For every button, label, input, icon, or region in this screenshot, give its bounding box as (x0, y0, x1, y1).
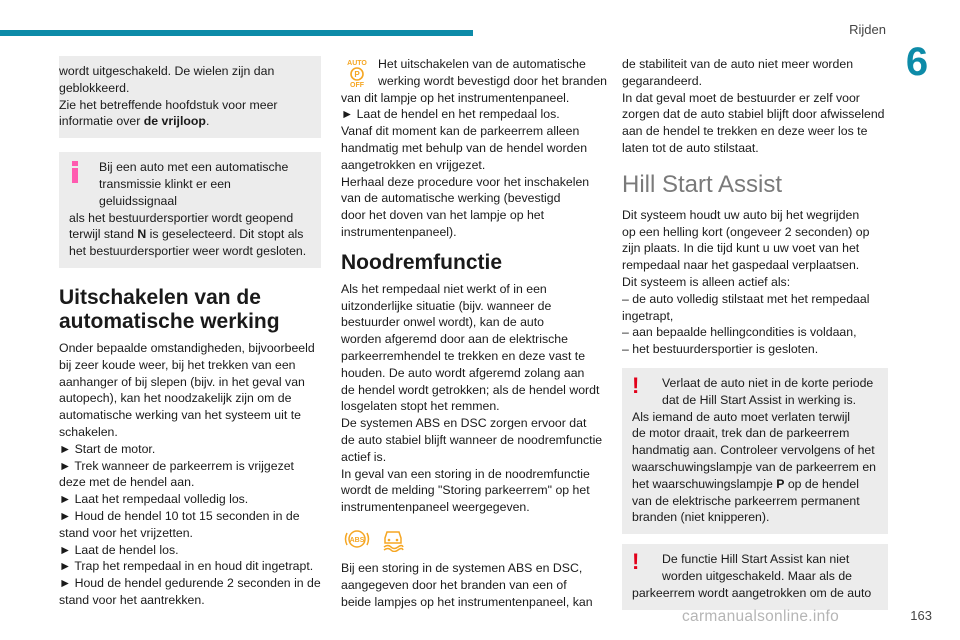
chapter-number: 6 (905, 40, 929, 84)
text-line: ► Houd de hendel 10 tot 15 seconden in de (59, 508, 300, 523)
info-icon (71, 161, 79, 183)
text-line: het bestuurdersportier weer wordt gesloten. (69, 244, 307, 259)
text-line: de hendel wordt getrokken; als de hendel wordt (341, 382, 600, 397)
text-line: waarschuwingslampje van de parkeerrem en (632, 459, 877, 474)
text-line: autopech), kan het noodzakelijk zijn om de (59, 391, 292, 406)
text-line: ingetrapt, (622, 308, 674, 323)
text-line: Dit systeem is alleen actief als: (622, 274, 791, 289)
text-line: ► Laat de hendel los. (59, 542, 179, 557)
text-line: Bij een auto met een automatische (99, 160, 289, 175)
text-line: stand voor het aantrekken. (59, 592, 205, 607)
svg-text:ABS: ABS (349, 536, 365, 544)
text-line: losgelaten stopt het remmen. (341, 399, 500, 414)
text-line: beide lampjes op het instrumentenpaneel, kan (341, 594, 593, 609)
section-heading: automatische werking (59, 309, 280, 333)
text-line: aangetrokken en vrijgezet. (341, 157, 486, 172)
text-line: wordt uitgeschakeld. De wielen zijn dan (59, 64, 275, 78)
warning-box (622, 544, 888, 609)
abs-lamp-icon (343, 526, 371, 552)
text-line: geblokkeerd. (59, 80, 130, 95)
svg-text:OFF: OFF (350, 82, 364, 88)
text-line: In geval van een storing in de noodremfunctie (341, 466, 590, 481)
body-text (59, 340, 321, 609)
text-line: de motor draait, trek dan de parkeerrem (632, 426, 850, 441)
text-line: ► Laat de hendel en het rempedaal los. (341, 107, 560, 122)
text-line: aanhanger of bij slepen (bijv. in het geval van (59, 374, 305, 389)
body-text (622, 207, 888, 358)
text-line: – de auto volledig stilstaat met het rempedaal (622, 291, 870, 306)
text-line: op een helling kort (ongeveer 2 seconden) op (622, 224, 870, 239)
text-line: werking wordt bevestigd door het branden (378, 73, 607, 88)
text-line: worden uitgeschakeld. Maar als de (662, 568, 853, 583)
warning-icon: ! (632, 372, 640, 398)
note-box (59, 56, 321, 138)
text-line: gegarandeerd. (622, 73, 702, 88)
text-line: branden (niet knipperen). (632, 510, 770, 525)
text-line: rempedaal naar het gaspedaal verplaatsen. (622, 258, 860, 273)
text-line: houden. De auto wordt afgeremd zolang aan (341, 365, 585, 380)
text-line: instrumentenpaneel weergegeven. (341, 500, 530, 515)
text-line: van de automatische werking (bevestigd (341, 191, 561, 206)
text-line: de stabiliteit van de auto niet meer worden (622, 57, 854, 71)
text-line: wordt de melding "Storing parkeerrem" op het (341, 483, 590, 498)
text-line: schakelen. (59, 424, 118, 439)
text-line: handmatig aan. Controleer vervolgens of het (632, 443, 875, 458)
text-line: informatie over de vrijloop. (59, 114, 210, 129)
text-line: aangegeven door het branden van een of (341, 577, 567, 592)
body-text (341, 560, 609, 610)
text-line: als het bestuurdersportier wordt geopend (69, 210, 294, 225)
text-line: Dit systeem houdt uw auto bij het wegrijden (622, 207, 860, 222)
text-line: bij zeer koude weer, bij het trekken van een (59, 357, 296, 372)
text-line: – het bestuurdersportier is gesloten. (622, 342, 819, 357)
top-accent-bar (0, 30, 473, 36)
text-line: Onder bepaalde omstandigheden, bijvoorbeeld (59, 340, 315, 355)
text-line: van dit lampje op het instrumentenpaneel. (341, 90, 570, 105)
text-line: De systemen ABS en DSC zorgen ervoor dat (341, 416, 587, 431)
text-line: – aan bepaalde hellingcondities is voldaan, (622, 325, 857, 340)
column-right (622, 56, 888, 610)
warning-lamps-row (341, 526, 609, 556)
text-line: van de elektrische parkeerrem permanent (632, 493, 860, 508)
column-left (59, 56, 321, 609)
text-line: automatische werking van het systeem uit te (59, 408, 301, 423)
bold-term: P (776, 476, 785, 491)
body-text (341, 90, 609, 241)
dsc-lamp-icon (379, 526, 407, 552)
text-line: worden afgeremd door aan de elektrische (341, 332, 568, 347)
section-heading: Noodremfunctie (341, 250, 503, 274)
text-line: actief is. (341, 449, 387, 464)
section-heading: Hill Start Assist (622, 170, 783, 198)
section-title: Rijden (849, 22, 886, 37)
text-line: deze met de hendel aan. (59, 475, 195, 490)
svg-text:P: P (354, 70, 360, 79)
text-line: bestuurder onwel wordt), kan de auto (341, 315, 545, 330)
text-line: zorgen dat de auto stabiel blijft door afwisselend (622, 107, 885, 122)
text-line: zijn plaats. In die tijd kunt u uw voet van het (622, 241, 860, 256)
text-line: handmatig met behulp van de hendel worden (341, 140, 588, 155)
text-line: Als het rempedaal niet werkt of in een (341, 281, 547, 296)
text-line: ► Houd de hendel gedurende 2 seconden in de (59, 576, 321, 591)
text-line: Het uitschakelen van de automatische (378, 57, 586, 71)
text-line: Vanaf dit moment kan de parkeerrem alleen (341, 124, 580, 139)
text-line: De functie Hill Start Assist kan niet (662, 552, 850, 567)
text-line: transmissie klinkt er een geluidssignaal (99, 176, 231, 208)
text-line: In dat geval moet de bestuurder er zelf voor (622, 90, 860, 105)
text-line: terwijl stand N is geselecteerd. Dit stopt als (69, 227, 304, 242)
page-number: 163 (910, 608, 932, 623)
text-line: ► Trek wanneer de parkeerrem is vrijgezet (59, 458, 294, 473)
text-line: parkeerremhendel te trekken en deze vast te (341, 348, 586, 363)
body-text (622, 56, 888, 157)
text-line: ► Trap het rempedaal in en houd dit ingetrapt. (59, 559, 314, 574)
column-middle (341, 56, 609, 610)
text-line: stand voor het vrijzetten. (59, 525, 193, 540)
text-line: laten tot de auto stilstaat. (622, 140, 759, 155)
text-line: de auto stabiel blijft wanneer de noodremfunctie (341, 432, 603, 447)
text-line: uitzonderlijke situatie (bijv. wanneer de (341, 298, 552, 313)
text-line: door het doven van het lampje op het (341, 208, 545, 223)
section-heading: Uitschakelen van de (59, 285, 261, 309)
text-line: Bij een storing in de systemen ABS en DSC, (341, 560, 583, 575)
text-line: Verlaat de auto niet in de korte periode (662, 375, 874, 390)
text-line: ► Laat het rempedaal volledig los. (59, 492, 249, 507)
text-line: dat de Hill Start Assist in werking is. (662, 392, 857, 407)
watermark: carmanualsonline.info (682, 608, 840, 625)
text-line: parkeerrem wordt aangetrokken om de auto (632, 585, 872, 600)
svg-text:AUTO: AUTO (347, 60, 367, 67)
warning-box (622, 368, 888, 534)
text-line: ► Start de motor. (59, 441, 156, 456)
body-text (341, 281, 609, 516)
text-line: Zie het betreffende hoofdstuk voor meer (59, 97, 278, 112)
info-box (59, 152, 321, 268)
text-line: instrumentenpaneel). (341, 224, 457, 239)
auto-off-lamp-icon (343, 58, 371, 88)
bold-term: de vrijloop (143, 114, 206, 129)
text-line: aan de hendel te trekken en deze weer los te (622, 124, 868, 139)
bold-term: N (137, 227, 147, 242)
text-line: het waarschuwingslampje P op de hendel (632, 476, 859, 491)
warning-icon: ! (632, 549, 640, 575)
text-line: Als iemand de auto moet verlaten terwijl (632, 409, 851, 424)
text-line: Herhaal deze procedure voor het inschakelen (341, 174, 590, 189)
